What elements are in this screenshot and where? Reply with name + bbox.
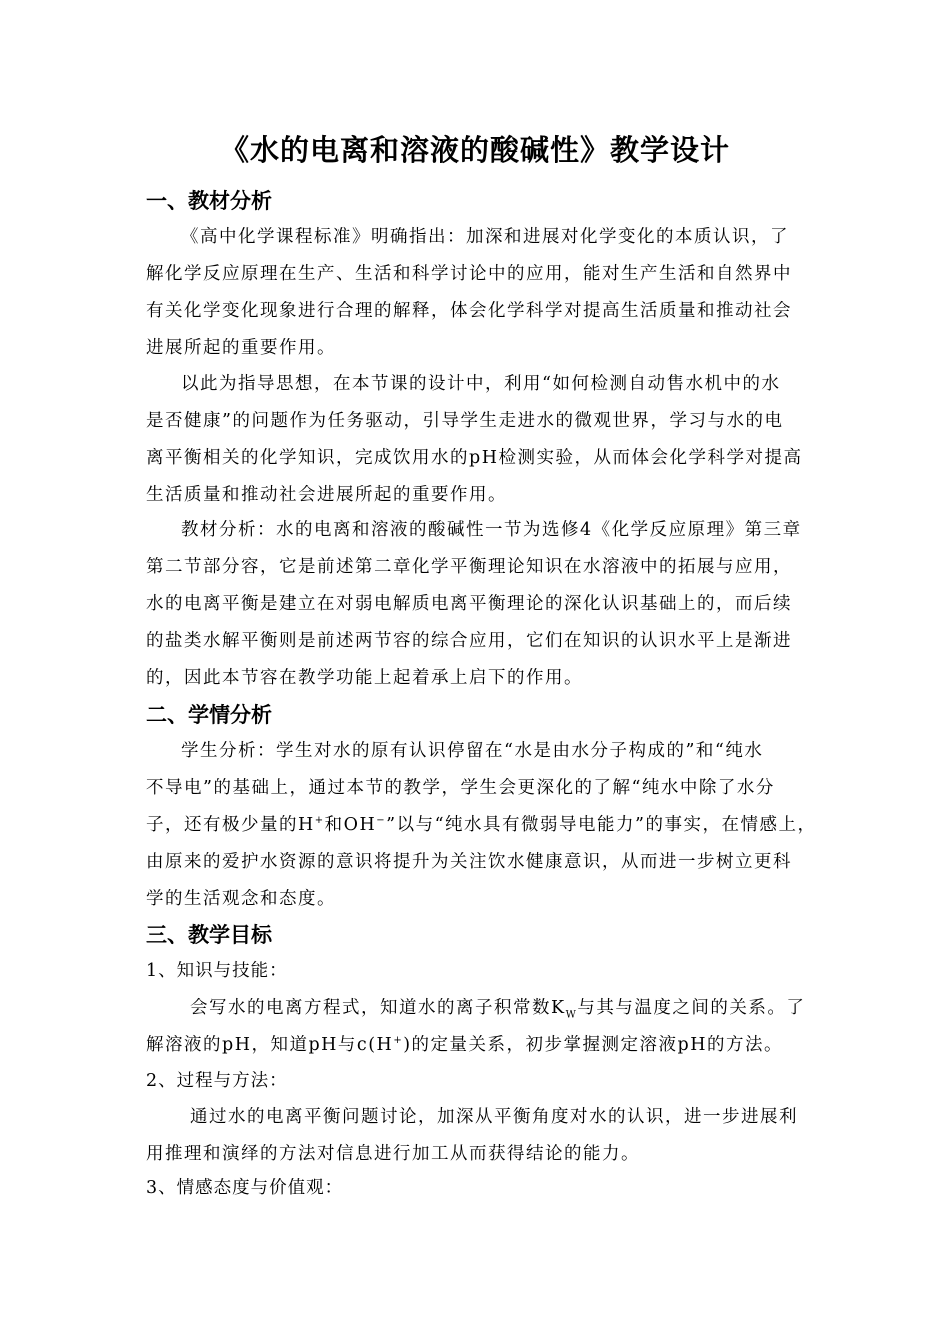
paragraph-line: 生活质量和推动社会进展所起的重要作用。 [146, 485, 507, 505]
goal-label-knowledge: 1、知识与技能： [146, 961, 288, 981]
paragraph-line: 通过水的电离平衡问题讨论，加深从平衡角度对水的认识，进一步进展利 [190, 1107, 798, 1127]
paragraph-line: 水的电离平衡是建立在对弱电解质电离平衡理论的深化认识基础上的，而后续 [146, 594, 792, 614]
h-plus-superscript: + [314, 815, 325, 827]
paragraph-line: 教材分析：水的电离和溶液的酸碱性一节为选修4《化学反应原理》第三章 [181, 520, 802, 540]
paragraph-line: 解化学反应原理在生产、生活和科学讨论中的应用，能对生产生活和自然界中 [146, 264, 792, 284]
paragraph-line: 离平衡相关的化学知识，完成饮用水的pH检测实验，从而体会化学科学对提高 [146, 448, 803, 468]
text-run: 与其与温度之间的关系。了 [577, 998, 806, 1018]
paragraph-line-ions [146, 807, 821, 844]
paragraph-line: 学的生活观念和态度。 [146, 889, 336, 909]
paragraph-line: 学生分析：学生对水的原有认识停留在“水是由水分子构成的”和“纯水 [181, 741, 764, 761]
paragraph-line-kw [146, 990, 821, 1027]
paragraph-line: 的，因此本节容在教学功能上起着承上启下的作用。 [146, 668, 583, 688]
paragraph-line: 由原来的爱护水资源的意识将提升为关注饮水健康意识，从而进一步树立更科 [146, 852, 792, 872]
paragraph-line: 第二节部分容，它是前述第二章化学平衡理论知识在水溶液中的拓展与应用， [146, 557, 792, 577]
paragraph-line-ph [146, 1027, 821, 1064]
paragraph-guiding-idea [146, 366, 821, 514]
paragraph-line: 以此为指导思想，在本节课的设计中，利用“如何检测自动售水机中的水 [181, 374, 781, 394]
paragraph-line: 用推理和演绎的方法对信息进行加工从而获得结论的能力。 [146, 1144, 640, 1164]
goal-label-attitude: 3、情感态度与价值观： [146, 1178, 344, 1198]
text-run: 会写水的电离方程式，知道水的离子积常数K [190, 998, 566, 1018]
text-run: 和OH [324, 815, 377, 835]
kw-subscript: W [565, 1009, 578, 1021]
text-run: )的定量关系，初步掌握测定溶液pH的方法。 [403, 1035, 784, 1055]
goal-label-process: 2、过程与方法： [146, 1071, 288, 1091]
document-title: 《水的电离和溶液的酸碱性》教学设计 [219, 133, 730, 167]
paragraph-knowledge-skills [146, 990, 821, 1064]
text-run: ” [386, 815, 397, 835]
section-heading-student-analysis: 二、学情分析 [146, 703, 272, 727]
oh-minus-superscript: − [376, 815, 387, 827]
paragraph-line: 是否健康”的问题作为任务驱动，引导学生走进水的微观世界，学习与水的电 [146, 411, 784, 431]
paragraph-line: 进展所起的重要作用。 [146, 338, 336, 358]
paragraph-line: 不导电”的基础上，通过本节的教学，学生会更深化的了解“纯水中除了水分 [146, 778, 775, 798]
paragraph-line: 《高中化学课程标准》明确指出：加深和进展对化学变化的本质认识，了 [181, 227, 789, 247]
section-heading-textbook-analysis: 一、教材分析 [146, 189, 272, 213]
paragraph-line: 的盐类水解平衡则是前述两节容的综合应用，它们在知识的认识水平上是渐进 [146, 631, 792, 651]
text-run: 以与“纯水具有微弱导电能力”的事实，在情感上， [396, 815, 817, 835]
paragraph-line: 有关化学变化现象进行合理的解释，体会化学科学对提高生活质量和推动社会 [146, 301, 792, 321]
text-run: 解溶液的pH，知道pH与c(H [146, 1035, 394, 1055]
section-heading-teaching-goals: 三、教学目标 [146, 923, 272, 947]
paragraph-process-methods [146, 1099, 821, 1173]
paragraph-student-analysis [146, 733, 821, 918]
h-plus-superscript: + [393, 1035, 404, 1047]
paragraph-textbook-analysis [146, 512, 821, 697]
text-run: 子，还有极少量的H [146, 815, 315, 835]
paragraph-curriculum-standard [146, 219, 821, 367]
